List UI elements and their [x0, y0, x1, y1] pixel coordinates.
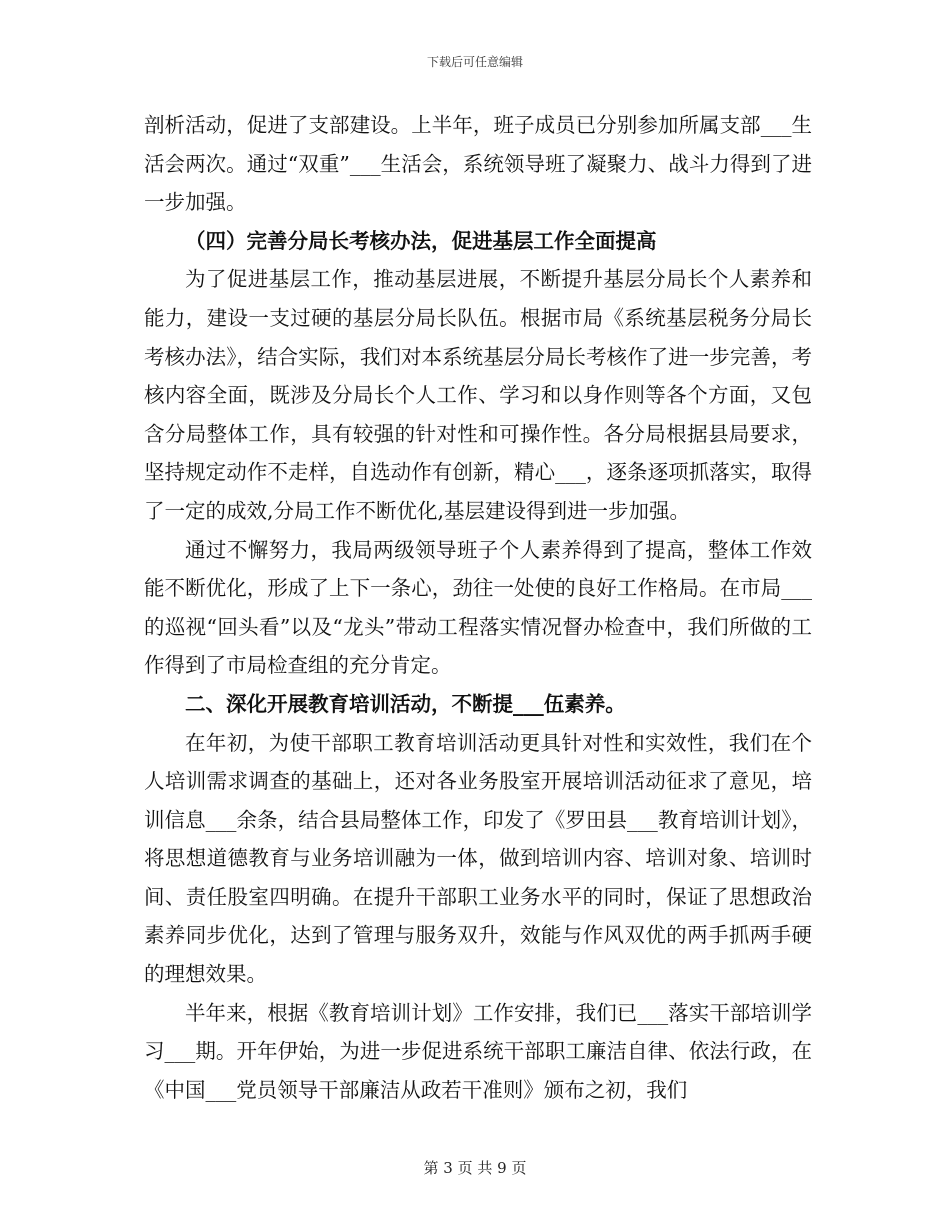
document-body	[144, 106, 812, 1109]
paragraph-results: 通过不懈努力，我局两级领导班子个人素养得到了提高，整体工作效能不断优化，形成了上下一条心，劲往一处使的良好工作格局。在市局___的巡视“回头看”以及“龙头”带动工程落实情况督办检查中，我们所做的工作得到了市局检查组的充分肯定。	[144, 537, 812, 678]
paragraph-continuation: 剖析活动，促进了支部建设。上半年，班子成员已分别参加所属支部___生活会两次。通过“双重”___生活会，系统领导班了凝聚力、战斗力得到了进一步加强。	[144, 113, 812, 215]
paragraph-training-progress: 半年来，根据《教育培训计划》工作安排，我们已___落实干部培训学习___期。开年伊始，为进一步促进系统干部职工廉洁自律、依法行政，在《中国___党员领导干部廉洁从政若干准则》颁布之初，我们	[144, 1000, 812, 1102]
section-heading-2: 二、深化开展教育培训活动，不断提___伍素养。	[185, 691, 626, 716]
page-number: 第 3 页 共 9 页	[423, 1159, 527, 1177]
paragraph-assessment: 为了促进基层工作，推动基层进展，不断提升基层分局长个人素养和能力，建设一支过硬的基层分局长队伍。根据市局《系统基层税务分局长考核办法》，结合实际，我们对本系统基层分局长考核作了进一步完善，考核内容全面，既涉及分局长个人工作、学习和以身作则等各个方面，又包含分局整体工作，具有较强的针对性和可操作性。各分局根据县局要求，坚持规定动作不走样，自选动作有创新，精心___，逐条逐项抓落实，取得了一定的成效,分局工作不断优化,基层建设得到进一步加强。	[144, 267, 812, 523]
section-heading-4: （四）完善分局长考核办法，促进基层工作全面提高	[185, 228, 657, 253]
paragraph-training-plan: 在年初，为使干部职工教育培训活动更具针对性和实效性，我们在个人培训需求调查的基础上，还对各业务股室开展培训活动征求了意见，培训信息___余条，结合县局整体工作，印发了《罗田县___教育培训计划》，将思想道德教育与业务培训融为一体，做到培训内容、培训对象、培训时间、责任股室四明确。在提升干部职工业务水平的同时，保证了思想政治素养同步优化，达到了管理与服务双升，效能与作风双优的两手抓两手硬的理想效果。	[144, 730, 812, 987]
page-header: 下载后可任意编辑	[426, 55, 523, 69]
